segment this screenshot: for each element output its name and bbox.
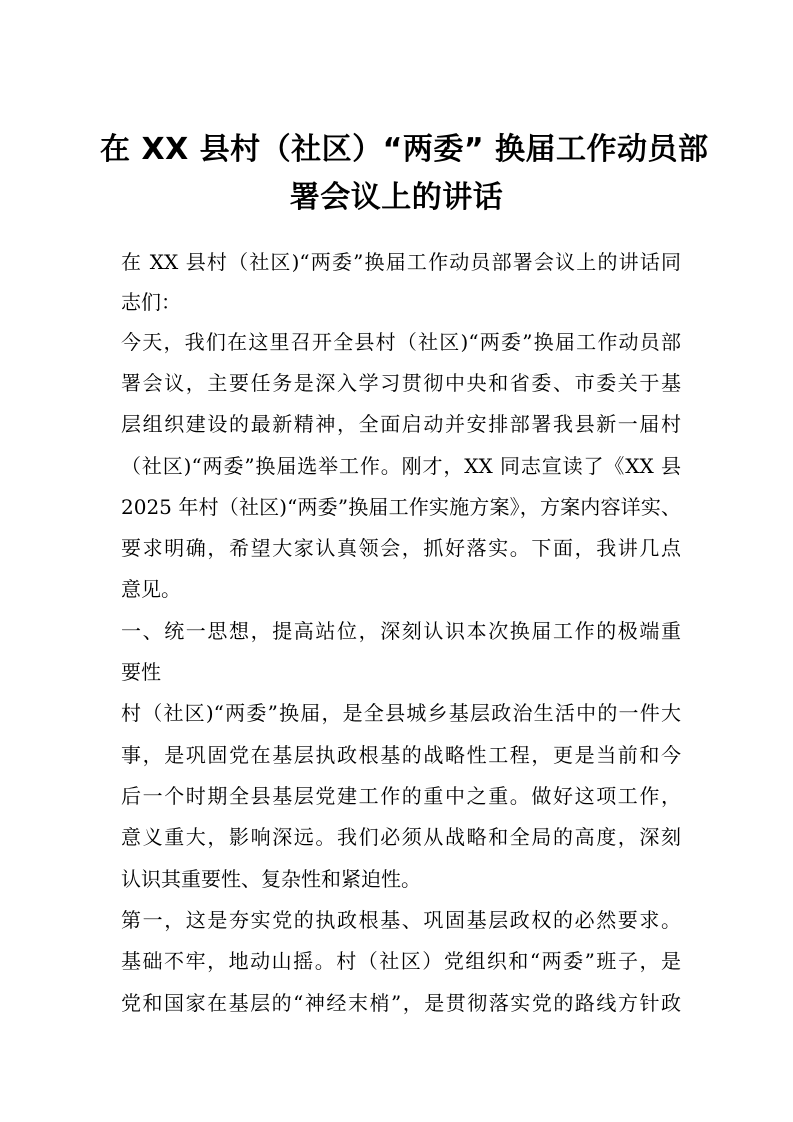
body-line: 事，是巩固党在基层执政根基的战略性工程，更是当前和今	[121, 743, 681, 767]
body-line: 党和国家在基层的“神经末梢”，是贯彻落实党的路线方针政	[121, 991, 681, 1015]
body-line: 意义重大，影响深远。我们必须从战略和全局的高度，深刻	[121, 825, 681, 849]
body-line: （社区)“两委”换届选举工作。刚才，XX 同志宣读了《XX 县	[121, 454, 681, 478]
body-line: 一、统一思想，提高站位，深刻认识本次换届工作的极端重	[121, 619, 681, 643]
body-line: 今天，我们在这里召开全县村（社区)“两委”换届工作动员部	[121, 330, 681, 354]
body-line: 署会议，主要任务是深入学习贯彻中央和省委、市委关于基	[121, 371, 681, 395]
body-line: 基础不牢，地动山摇。村（社区）党组织和“两委”班子，是	[121, 949, 681, 973]
body-line: 要求明确，希望大家认真领会，抓好落实。下面，我讲几点	[121, 536, 681, 560]
body-line: 要性	[121, 660, 161, 684]
body-line: 志们：	[121, 290, 181, 314]
body-line: 2025 年村（社区)“两委”换届工作实施方案》，方案内容详实、	[121, 495, 681, 519]
document-title-line-2: 署会议上的讲话	[289, 180, 504, 215]
body-line: 在 XX 县村（社区)“两委”换届工作动员部署会议上的讲话同	[121, 250, 681, 274]
body-line: 第一，这是夯实党的执政根基、巩固基层政权的必然要求。	[121, 908, 681, 932]
body-line: 层组织建设的最新精神，全面启动并安排部署我县新一届村	[121, 412, 681, 436]
body-line: 村（社区)“两委”换届，是全县城乡基层政治生活中的一件大	[121, 701, 681, 725]
body-line: 后一个时期全县基层党建工作的重中之重。做好这项工作，	[121, 784, 681, 808]
body-line: 意见。	[121, 577, 181, 601]
body-line: 认识其重要性、复杂性和紧迫性。	[121, 867, 421, 891]
document-title-line-1: 在 XX 县村（社区）“两委” 换届工作动员部	[100, 132, 709, 167]
